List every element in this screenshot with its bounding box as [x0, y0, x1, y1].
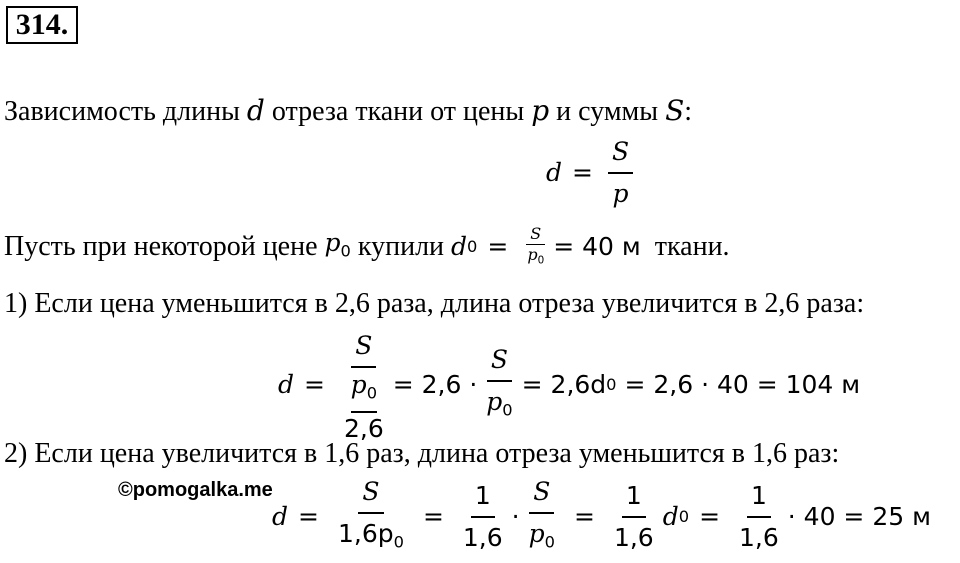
formula3-num1: S	[358, 472, 383, 514]
formula3-fraction-1	[334, 472, 408, 563]
formula3-dot: ·	[511, 502, 520, 532]
line1-text: Зависимость длины	[4, 96, 247, 127]
line2-frac-num: S	[526, 224, 545, 245]
line2-text3: ткани.	[654, 231, 730, 262]
formula3-den1-sub: 0	[393, 532, 404, 552]
watermark: ©pomogalka.me	[118, 479, 273, 501]
formula-2	[278, 326, 860, 445]
line2-frac-den-sub: 0	[537, 254, 545, 267]
formula3-num4: 1	[622, 476, 646, 518]
formula2-num2: S	[487, 340, 512, 382]
line2-frac-den: p	[527, 244, 538, 264]
formula3-eq4: =	[699, 502, 721, 532]
formula2-lhs: d	[278, 370, 295, 400]
formula2-fraction-2	[482, 340, 516, 431]
text-line-1	[4, 95, 692, 128]
formula3-d0-sub: 0	[678, 507, 690, 527]
var-p: p	[531, 94, 550, 127]
line1-text2: отреза ткани от цены	[264, 96, 532, 127]
formula3-d0: d	[662, 502, 679, 532]
line2-d-sub: 0	[467, 237, 478, 256]
formula2-eq3-sub: 0	[606, 375, 617, 395]
formula1-lhs: d	[546, 158, 563, 187]
formula3-num2: 1	[471, 476, 495, 518]
formula3-den2: 1,6	[462, 523, 503, 553]
formula3-eq1: =	[298, 502, 319, 532]
problem-number: 314.	[6, 6, 78, 44]
formula2-eq4: = 2,6 · 40 = 104 м	[624, 370, 861, 400]
formula3-den1: 1,6p	[337, 519, 394, 548]
line2-eq: =	[487, 232, 509, 261]
formula3-fraction-5	[735, 476, 783, 558]
formula1-den: p	[612, 179, 629, 208]
var-s: S	[665, 94, 685, 127]
formula2-inner-sub: 0	[366, 383, 378, 403]
formula3-num5: 1	[747, 476, 771, 518]
formula3-fraction-3	[525, 472, 559, 563]
formula3-tail: · 40 = 25 м	[787, 502, 931, 532]
text-line-3: 1) Если цена уменьшится в 2,6 раза, длина отреза увеличится в 2,6 раза:	[4, 288, 865, 319]
formula1-eq: =	[572, 158, 593, 187]
line2-text: Пусть при некоторой цене	[4, 231, 318, 262]
line2-fraction	[523, 224, 548, 271]
formula2-eq1: =	[304, 370, 325, 400]
formula3-fraction-4	[610, 476, 658, 558]
line1-text3: и суммы	[549, 96, 666, 127]
formula2-eq2: = 2,6 ·	[392, 370, 478, 400]
formula3-lhs: d	[272, 502, 289, 532]
formula3-eq2: =	[422, 502, 444, 532]
text-line-2	[4, 218, 730, 276]
formula2-inner-num: p	[350, 370, 367, 399]
formula-1	[546, 132, 638, 214]
formula1-fraction	[608, 132, 633, 214]
line2-text2: купили	[357, 231, 445, 262]
formula3-den3-sub: 0	[544, 532, 555, 552]
line2-d: d	[451, 232, 468, 261]
formula3-den4: 1,6	[613, 523, 654, 553]
text-line-4: 2) Если цена увеличится в 1,6 раз, длина отреза уменьшится в 1,6 раз:	[4, 438, 840, 469]
line2-p-sub: 0	[340, 241, 351, 261]
formula-3	[272, 472, 931, 563]
formula2-den2: p	[486, 387, 503, 416]
formula3-num3: S	[529, 472, 554, 514]
formula1-num: S	[608, 132, 633, 174]
formula2-inner-den: 2,6	[343, 413, 384, 443]
line2-p: p	[324, 227, 341, 257]
line2-rhs: = 40 м	[553, 232, 641, 261]
formula3-eq3: =	[573, 502, 595, 532]
line1-colon: :	[684, 96, 693, 127]
formula3-den5: 1,6	[739, 523, 779, 553]
var-d: d	[246, 94, 265, 127]
formula2-fraction-1	[340, 326, 388, 445]
formula2-den2-sub: 0	[502, 400, 513, 420]
formula3-fraction-2	[459, 476, 507, 558]
formula3-den3: p	[528, 519, 545, 548]
formula2-num: S	[351, 326, 376, 368]
formula2-eq3: = 2,6d	[521, 370, 607, 400]
